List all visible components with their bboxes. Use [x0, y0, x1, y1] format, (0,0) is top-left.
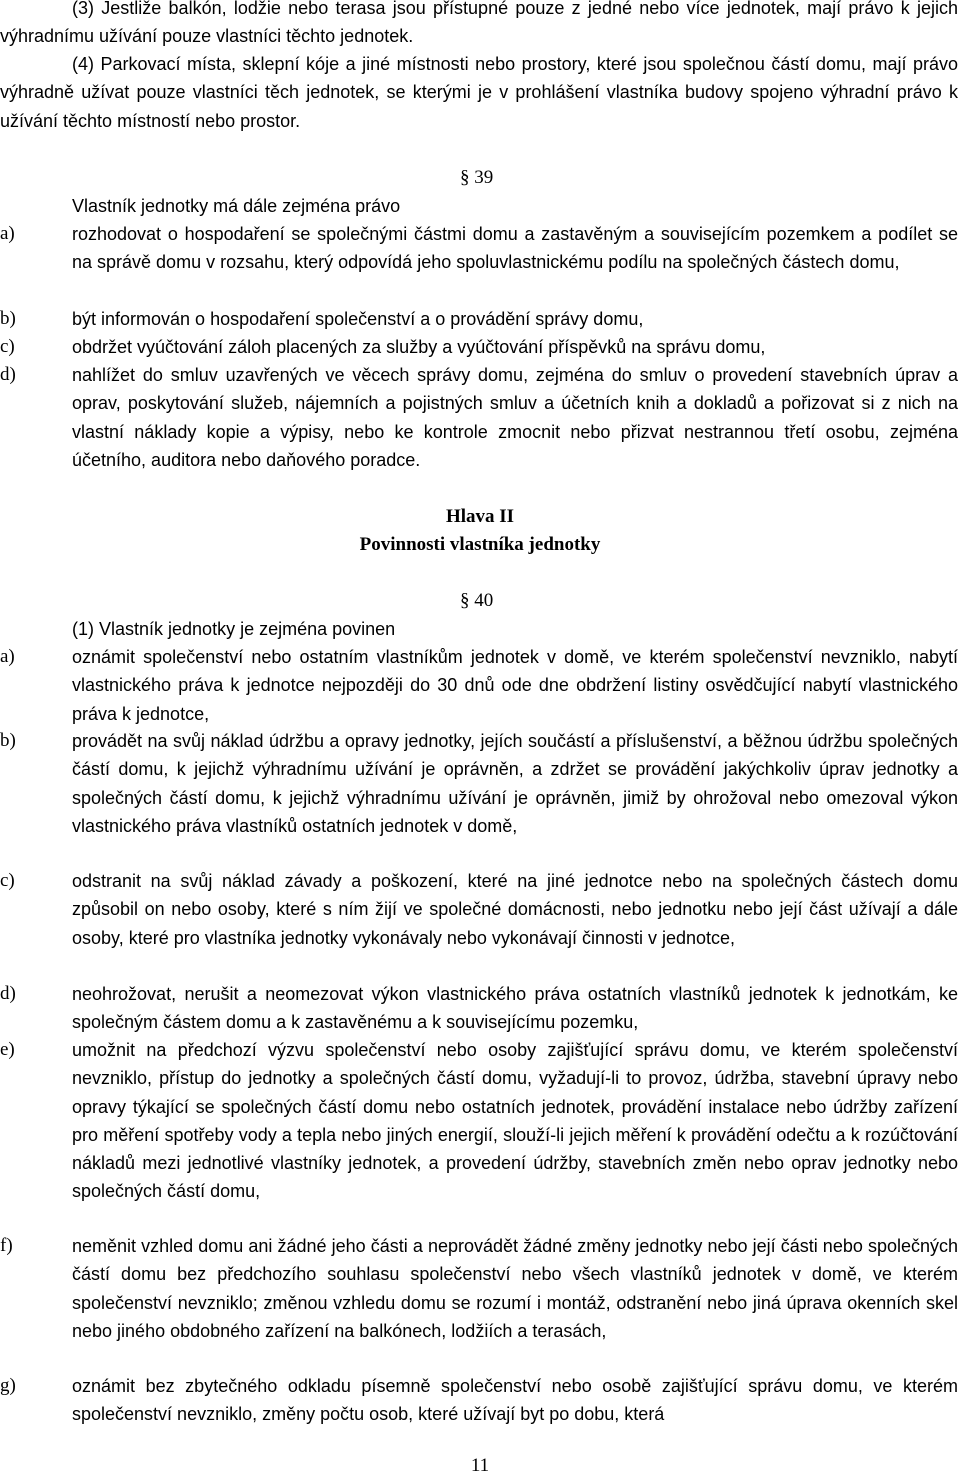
item-text: neměnit vzhled domu ani žádné jeho části a neprovádět žádné změny jednotky nebo její části nebo společných částí domu bez předchozího souhlasu společenství nebo všech vlastníků jednotek v domě, ve kterém společenství nevzniklo; změnou vzhledu domu se rozumí i montáž, odstranění nebo jiná úprava okenních skel nebo jiného obdobného zařízení na balkónech, lodžiích a terasách, [72, 1236, 958, 1341]
item-label: e) [0, 1039, 15, 1060]
item-text: neohrožovat, nerušit a neomezovat výkon vlastnického práva ostatních vlastníků jednotek k jednotkám, ke společným částem domu a k zastavěnému a k souvisejícímu pozemku, [72, 984, 958, 1033]
item-label: b) [0, 308, 16, 329]
item-label: d) [0, 983, 16, 1004]
item-label: a) [0, 646, 15, 667]
list-item [0, 361, 958, 474]
item-text: oznámit společenství nebo ostatním vlastníkům jednotek v domě, ve kterém společenství nevzniklo, nabytí vlastnického práva k jednotce nejpozději do 30 dnů ode dne obdržení listiny osvědčující nabytí vlastnického práva k jednotce, [72, 647, 958, 724]
item-label: a) [0, 223, 15, 244]
item-text: rozhodovat o hospodaření se společnými částmi domu a zastavěným a souvisejícím pozemkem a podílet se na správě domu v rozsahu, který odpovídá jeho spoluvlastnickému podílu na společných částech domu, [72, 224, 958, 273]
section-39-mark: § 39 [460, 167, 494, 188]
list-item [0, 867, 958, 952]
chapter-title: Hlava II [445, 506, 515, 527]
paragraph-4: (4) Parkovací místa, sklepní kóje a jiné místnosti nebo prostory, které jsou společnou částí domu, mají právo výhradně užívat pouze vlastníci těch jednotek, se kterými je v prohlášení vlastníka budovy spojeno výhradní právo k užívání těchto místností nebo prostor. [0, 54, 958, 131]
item-text: nahlížet do smluv uzavřených ve věcech správy domu, zejména do smluv o provedení stavebních úprav a oprav, poskytování služeb, nájemních a pojistných smluv a účetních knih a dokladů a pořizovat si z nich na vlastní náklady kopie a výpisy, nebo ke kontrole zmocnit nebo přizvat nestrannou třetí osobu, zejména účetního, auditora nebo daňového poradce. [72, 365, 958, 470]
list-item [0, 980, 958, 1037]
item-text: umožnit na předchozí výzvu společenství nebo osoby zajišťující správu domu, ve kterém společenství nevzniklo, přístup do jednotky a společných částí domu, vyžadují-li to provoz, údržba, stavební úpravy nebo opravy týkající se společných částí domu nebo ostatních jednotek, provádění instalace nebo údržby zařízení pro měření spotřeby vody a tepla nebo jiných energií, slouží-li jejich měření k provádění odečtu a k rozúčtování nákladů mezi jednotlivé vlastníky jednotek, a provedení údržby, stavebních změn nebo oprav jednotky nebo společných částí domu, [72, 1040, 958, 1202]
list-item [0, 643, 958, 728]
item-label: c) [0, 336, 15, 357]
item-text: oznámit bez zbytečného odkladu písemně společenství nebo osobě zajišťující správu domu, ve kterém společenství nevzniklo, změny počtu osob, které užívají byt po dobu, která [72, 1376, 958, 1425]
item-label: f) [0, 1235, 13, 1256]
item-label: c) [0, 870, 15, 891]
item-text: odstranit na svůj náklad závady a poškození, které na jiné jednotce nebo na společných částech domu způsobil on nebo osoby, které s ním žijí ve společné domácnosti, nebo jednotku nebo její část užívají a dále osoby, které pro vlastníka jednotky vykonávaly nebo vykonávají činnosti v jednotce, [72, 871, 958, 948]
list-item [0, 220, 958, 277]
list-item [0, 305, 958, 333]
list-item [0, 1036, 958, 1206]
section-40-intro: (1) Vlastník jednotky je zejména povinen [72, 619, 396, 639]
list-item [0, 727, 958, 840]
list-item [0, 333, 958, 361]
paragraph-3: (3) Jestliže balkón, lodžie nebo terasa jsou přístupné pouze z jedné nebo více jednotek, mají právo k jejich výhradnímu užívání pouze vlastníci těchto jednotek. [0, 0, 958, 47]
page-number: 11 [470, 1455, 490, 1476]
item-label: g) [0, 1375, 16, 1396]
item-label: d) [0, 364, 16, 385]
item-label: b) [0, 730, 16, 751]
list-item [0, 1372, 958, 1429]
item-text: být informován o hospodaření společenství a o provádění správy domu, [72, 309, 644, 329]
list-item [0, 1232, 958, 1345]
section-39-intro: Vlastník jednotky má dále zejména právo [72, 196, 401, 216]
item-text: obdržet vyúčtování záloh placených za služby a vyúčtování příspěvků na správu domu, [72, 337, 766, 357]
section-40-mark: § 40 [460, 590, 494, 611]
item-text: provádět na svůj náklad údržbu a opravy jednotky, jejích součástí a příslušenství, a běžnou údržbu společných částí domu, k jejichž výhradnímu užívání je oprávněn, a zdržet se provádění jakýchkoliv úprav jednotky a společných částí domu, k jejichž výhradnímu užívání je oprávněn, jimiž by ohrožoval nebo omezoval výkon vlastnického práva vlastníků ostatních jednotek v domě, [72, 731, 958, 836]
chapter-subtitle: Povinnosti vlastníka jednotky [359, 534, 601, 555]
